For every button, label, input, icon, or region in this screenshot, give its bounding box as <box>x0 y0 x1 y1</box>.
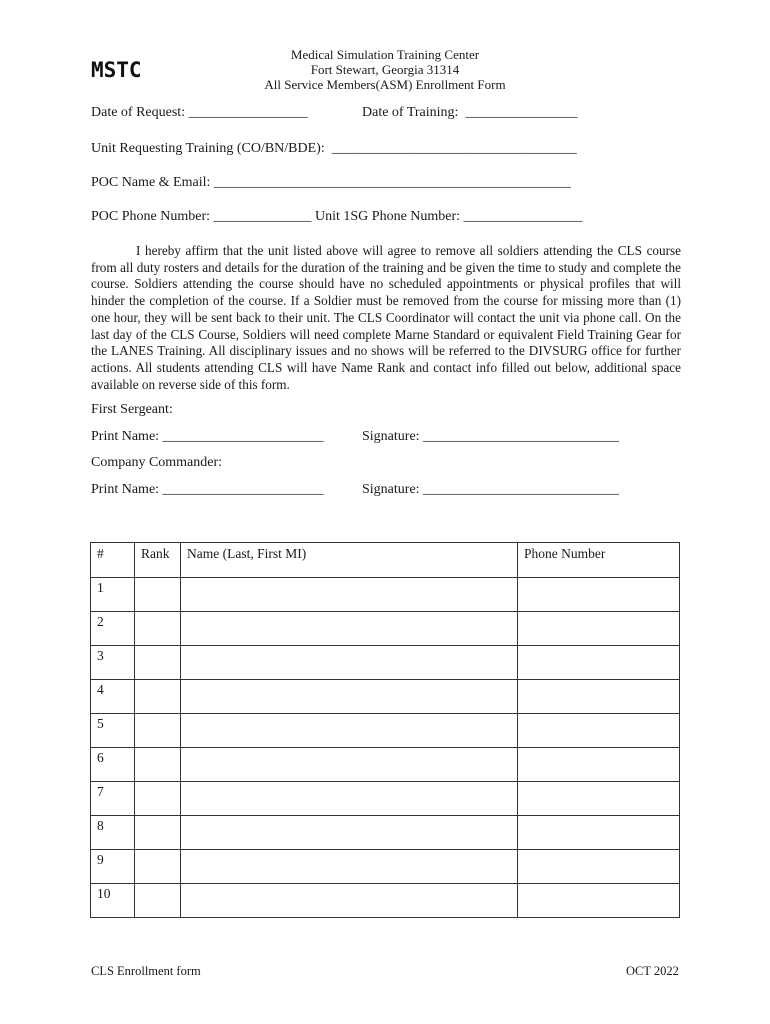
col-name-header: Name (Last, First MI) <box>181 543 518 578</box>
affirmation-paragraph <box>91 243 681 393</box>
row-number: 2 <box>91 612 135 646</box>
mstc-logo: MSTC <box>91 58 142 82</box>
rank-cell[interactable] <box>135 714 181 748</box>
poc-name-email-field[interactable]: POC Name & Email: ___________________________________________________ <box>91 175 571 190</box>
rank-cell[interactable] <box>135 850 181 884</box>
date-of-training-field[interactable]: Date of Training: ________________ <box>362 105 578 120</box>
date-of-request-field[interactable]: Date of Request: _________________ <box>91 105 308 120</box>
phone-cell[interactable] <box>518 646 680 680</box>
col-rank-header: Rank <box>135 543 181 578</box>
roster-row <box>91 612 680 646</box>
footer-date: OCT 2022 <box>626 964 679 978</box>
company-commander-label: Company Commander: <box>91 455 223 470</box>
phone-cell[interactable] <box>518 782 680 816</box>
roster-row <box>91 646 680 680</box>
name-cell[interactable] <box>181 748 518 782</box>
name-cell[interactable] <box>181 646 518 680</box>
name-cell[interactable] <box>181 714 518 748</box>
col-number-header: # <box>91 543 135 578</box>
phone-cell[interactable] <box>518 884 680 918</box>
header-location: Fort Stewart, Georgia 31314 <box>310 62 460 77</box>
row-number: 3 <box>91 646 135 680</box>
col-phone-header: Phone Number <box>518 543 680 578</box>
phone-cell[interactable] <box>518 748 680 782</box>
phone-cell[interactable] <box>518 578 680 612</box>
roster-row <box>91 782 680 816</box>
phone-cell[interactable] <box>518 612 680 646</box>
row-number: 6 <box>91 748 135 782</box>
roster-row <box>91 578 680 612</box>
rank-cell[interactable] <box>135 748 181 782</box>
row-number: 1 <box>91 578 135 612</box>
row-number: 10 <box>91 884 135 918</box>
name-cell[interactable] <box>181 680 518 714</box>
rank-cell[interactable] <box>135 578 181 612</box>
rank-cell[interactable] <box>135 816 181 850</box>
phone-cell[interactable] <box>518 816 680 850</box>
name-cell[interactable] <box>181 816 518 850</box>
phone-cell[interactable] <box>518 850 680 884</box>
name-cell[interactable] <box>181 782 518 816</box>
roster-body <box>91 578 680 918</box>
roster-table <box>90 542 680 918</box>
first-sergeant-label: First Sergeant: <box>91 402 173 417</box>
phone-cell[interactable] <box>518 680 680 714</box>
first-sergeant-signature[interactable]: Signature: ____________________________ <box>362 429 620 444</box>
rank-cell[interactable] <box>135 680 181 714</box>
roster-row <box>91 748 680 782</box>
name-cell[interactable] <box>181 850 518 884</box>
phone-cell[interactable] <box>518 714 680 748</box>
first-sergeant-print-name[interactable]: Print Name: _______________________ <box>91 429 324 444</box>
rank-cell[interactable] <box>135 782 181 816</box>
row-number: 4 <box>91 680 135 714</box>
name-cell[interactable] <box>181 884 518 918</box>
rank-cell[interactable] <box>135 646 181 680</box>
name-cell[interactable] <box>181 578 518 612</box>
company-commander-print-name[interactable]: Print Name: _______________________ <box>91 482 324 497</box>
unit-requesting-field[interactable]: Unit Requesting Training (CO/BN/BDE): ___________________________________ <box>91 141 577 156</box>
roster-row <box>91 850 680 884</box>
roster-row <box>91 680 680 714</box>
phone-numbers-field[interactable]: POC Phone Number: ______________ Unit 1SG Phone Number: _________________ <box>91 209 583 224</box>
rank-cell[interactable] <box>135 884 181 918</box>
roster-row <box>91 714 680 748</box>
header-center-name: Medical Simulation Training Center <box>290 47 480 62</box>
rank-cell[interactable] <box>135 612 181 646</box>
header-form-title: All Service Members(ASM) Enrollment Form <box>264 77 506 92</box>
footer-form-name: CLS Enrollment form <box>91 964 201 978</box>
roster-row <box>91 884 680 918</box>
row-number: 5 <box>91 714 135 748</box>
roster-row <box>91 816 680 850</box>
row-number: 7 <box>91 782 135 816</box>
roster-header-row <box>91 543 680 578</box>
name-cell[interactable] <box>181 612 518 646</box>
company-commander-signature[interactable]: Signature: ____________________________ <box>362 482 620 497</box>
affirmation-text: I hereby affirm that the unit listed above will agree to remove all soldiers attending the CLS course from all duty rosters and details for the duration of the training and be given the time to study and complete the course. Soldiers attending the course should have no scheduled appointments or physical profiles that will hinder the completion of the course. If a Soldier must be removed from the course for missing more than (1) one hour, they will be sent back to their unit. The CLS Coordinator will contact the unit via phone call. On the last day of the CLS Course, Soldiers will need complete Marne Standard or equivalent Field Training Gear for the LANES Training. All disciplinary issues and no shows will be referred to the DIVSURG office for further actions. All students attending CLS will have Name Rank and contact info filled out below, additional space available on reverse side of this form. <box>91 243 681 392</box>
row-number: 8 <box>91 816 135 850</box>
row-number: 9 <box>91 850 135 884</box>
